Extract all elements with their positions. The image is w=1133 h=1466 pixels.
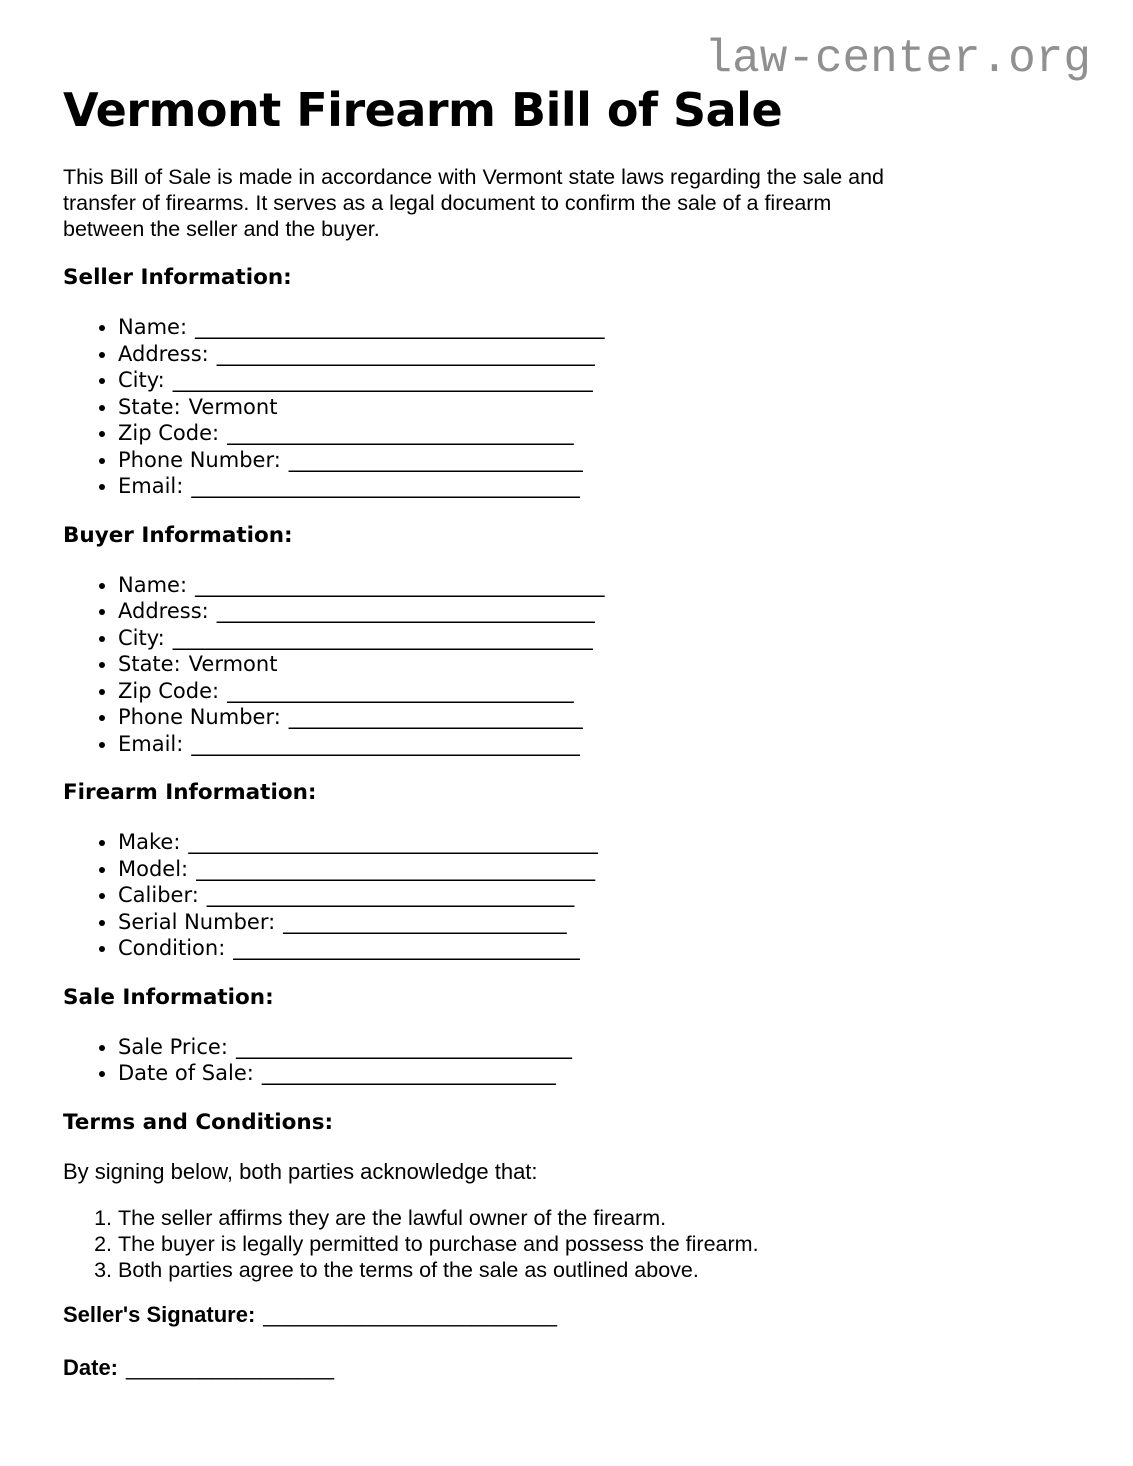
- date-line: [63, 1354, 1091, 1381]
- field-label: Zip Code:: [118, 678, 220, 703]
- list-item: [118, 678, 1091, 705]
- list-item: [118, 625, 1091, 652]
- list-item: [118, 704, 1091, 731]
- field-label: Email:: [118, 474, 184, 498]
- field-label: Phone Number:: [118, 447, 281, 472]
- field-blank: _____________________________________: [191, 474, 580, 498]
- field-blank: ____________________________: [261, 1061, 556, 1085]
- buyer-field-list: [63, 572, 1091, 758]
- list-item: [118, 420, 1091, 447]
- list-item: [118, 598, 1091, 625]
- field-label: State:: [118, 652, 181, 676]
- list-item: [118, 909, 1091, 936]
- seller-section-heading: Seller Information:: [63, 265, 292, 290]
- signature-blank: ________________________: [263, 1301, 557, 1327]
- field-blank: ____________________________: [288, 447, 583, 472]
- field-label: City:: [118, 625, 165, 650]
- list-item: [118, 1034, 1091, 1061]
- field-blank: _______________________________________: [195, 315, 605, 339]
- list-item: [118, 1060, 1091, 1087]
- firearm-section-heading: Firearm Information:: [63, 780, 317, 805]
- field-label: Name:: [118, 315, 188, 339]
- field-label: Address:: [118, 341, 209, 366]
- list-item: [118, 447, 1091, 474]
- list-item: [118, 731, 1091, 758]
- list-item: [118, 651, 1091, 678]
- term-item: 3. Both parties agree to the terms of the sale as outlined above.: [118, 1257, 1091, 1283]
- field-label: Zip Code:: [118, 421, 220, 445]
- field-blank: ______________________________________: [196, 856, 596, 881]
- terms-lead: By signing below, both parties acknowledge that:: [63, 1158, 538, 1184]
- intro-line: transfer of firearms. It serves as a legal document to confirm the sale of a firearm: [63, 191, 832, 215]
- field-label: Date of Sale:: [118, 1061, 254, 1085]
- field-label: State:: [118, 394, 181, 419]
- field-blank: ________________________________________: [172, 625, 593, 650]
- list-item: [118, 856, 1091, 883]
- field-blank: _________________________________: [227, 421, 574, 445]
- field-label: Email:: [118, 731, 184, 756]
- field-blank: ________________________________: [235, 1034, 572, 1059]
- seller-field-list: [63, 314, 1091, 500]
- sale-field-list: [63, 1034, 1091, 1087]
- list-item: [118, 473, 1091, 500]
- field-blank: _______________________________________: [188, 830, 598, 854]
- terms-list: [63, 1205, 1091, 1283]
- field-label: Phone Number:: [118, 705, 281, 729]
- field-label: Name:: [118, 572, 188, 597]
- field-blank: ___________________________________: [206, 883, 575, 907]
- sale-section-heading: Sale Information:: [63, 984, 274, 1010]
- site-watermark: law-center.org: [704, 33, 1091, 85]
- field-blank: ____________________________________: [216, 341, 595, 366]
- field-label: City:: [118, 368, 165, 392]
- list-item: [118, 314, 1091, 341]
- field-blank: _____________________________________: [191, 731, 580, 756]
- firearm-field-list: [63, 829, 1091, 962]
- document-title: Vermont Firearm Bill of Sale: [63, 83, 783, 137]
- field-value: Vermont: [188, 394, 278, 419]
- field-blank: _________________________________: [233, 936, 580, 960]
- field-label: Address:: [118, 599, 209, 623]
- signature-label: Seller's Signature:: [63, 1301, 256, 1327]
- list-item: [118, 572, 1091, 599]
- intro-paragraph: [63, 164, 1091, 242]
- list-item: [118, 367, 1091, 394]
- field-blank: _______________________________________: [195, 572, 605, 597]
- date-label: Date:: [63, 1354, 119, 1380]
- field-label: Sale Price:: [118, 1034, 228, 1059]
- list-item: [118, 882, 1091, 909]
- field-label: Make:: [118, 830, 181, 854]
- field-label: Caliber:: [118, 883, 199, 907]
- field-label: Serial Number:: [118, 909, 276, 934]
- list-item: [118, 341, 1091, 368]
- field-blank: ____________________________: [288, 705, 583, 729]
- list-item: [118, 394, 1091, 421]
- field-blank: ___________________________: [283, 909, 567, 934]
- field-blank: ________________________________________: [172, 368, 593, 392]
- list-item: [118, 935, 1091, 962]
- buyer-section-heading: Buyer Information:: [63, 522, 293, 548]
- field-blank: _________________________________: [227, 678, 574, 703]
- field-value: Vermont: [188, 652, 278, 676]
- terms-section-heading: Terms and Conditions:: [63, 1109, 334, 1135]
- field-blank: ____________________________________: [216, 599, 595, 623]
- list-item: [118, 829, 1091, 856]
- intro-line: between the seller and the buyer.: [63, 217, 380, 241]
- term-item: 1. The seller affirms they are the lawful owner of the firearm.: [118, 1205, 1091, 1231]
- term-item: 2. The buyer is legally permitted to purchase and possess the firearm.: [118, 1231, 1091, 1257]
- intro-line: This Bill of Sale is made in accordance with Vermont state laws regarding the sale and: [63, 165, 885, 189]
- date-blank: _________________: [126, 1354, 335, 1380]
- field-label: Model:: [118, 856, 189, 881]
- signature-line: [63, 1301, 1091, 1328]
- field-label: Condition:: [118, 936, 226, 960]
